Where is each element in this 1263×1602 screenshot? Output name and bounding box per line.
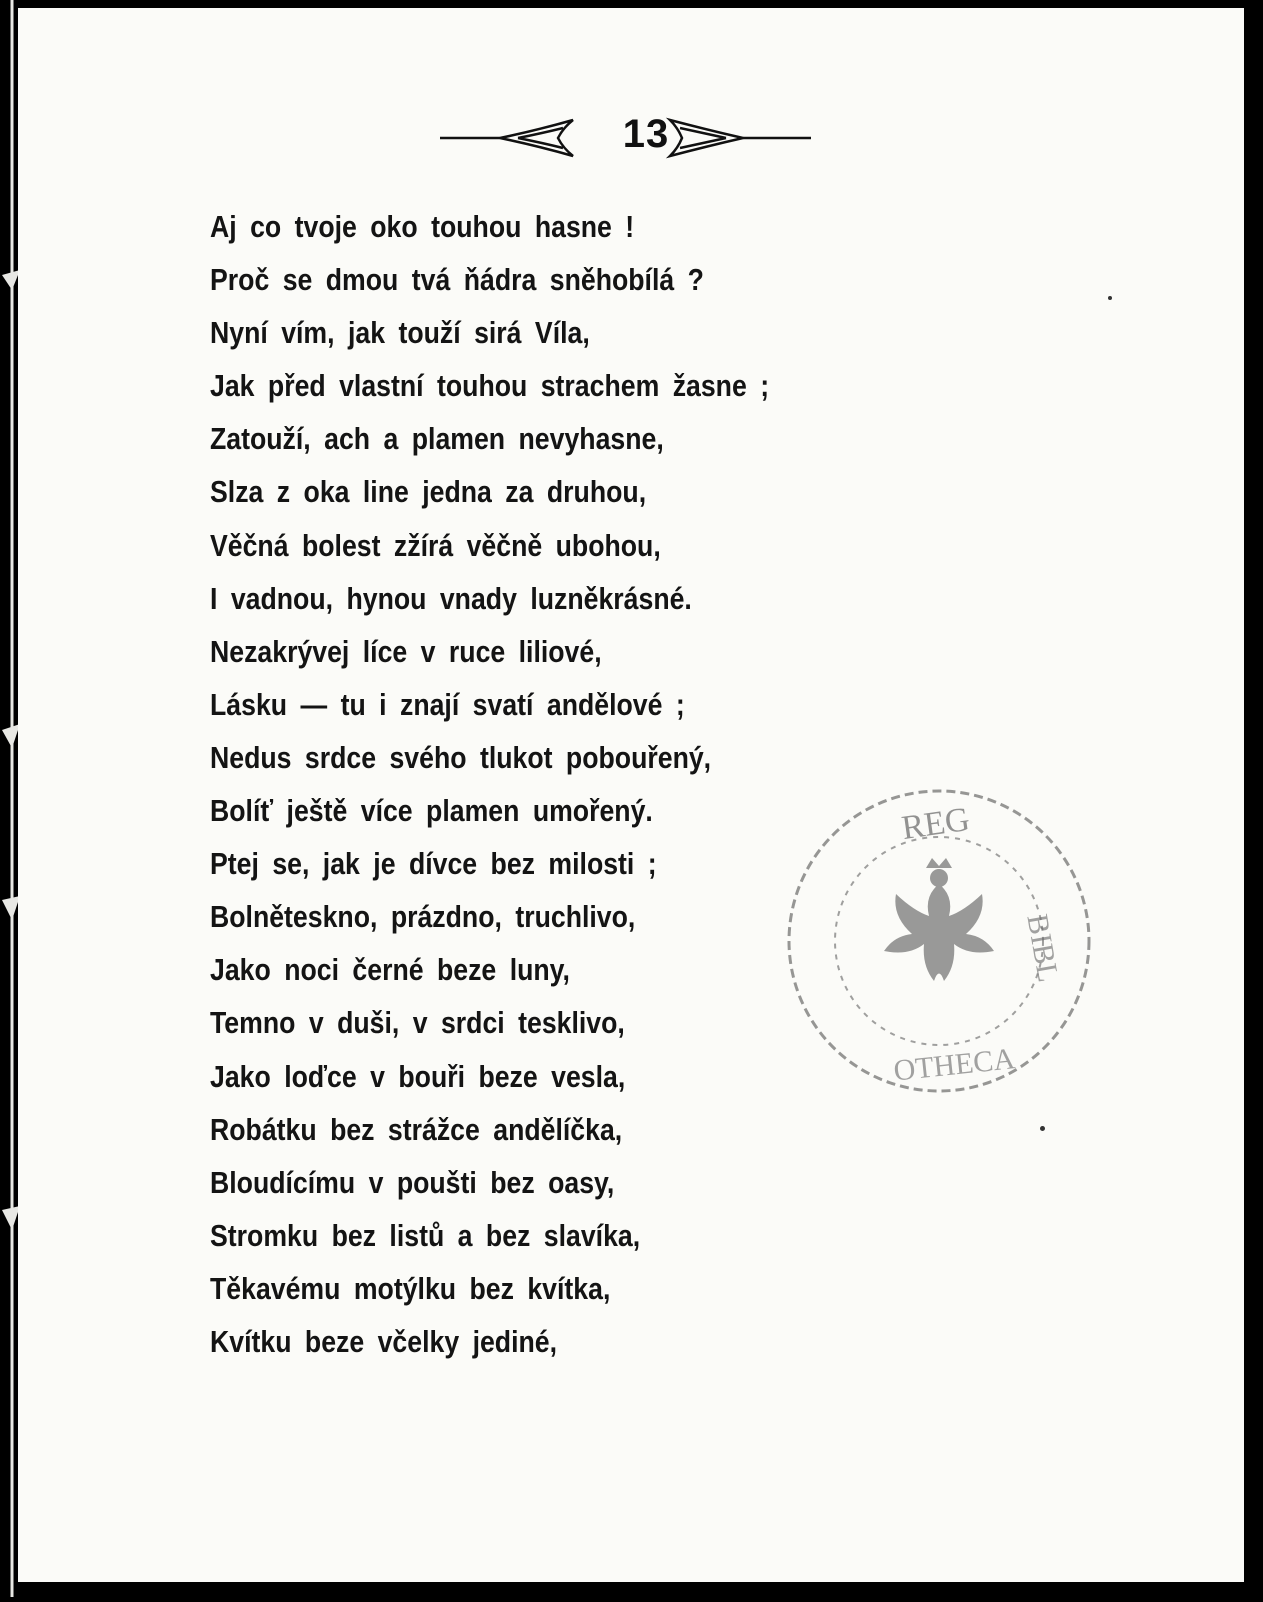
poem-line: Lásku — tu i znají svatí andělové ; [210, 686, 685, 722]
svg-text:REG: REG [899, 800, 972, 847]
poem-line: Nezakrývej líce v ruce liliové, [210, 633, 602, 669]
poem-line: Zatouží, ach a plamen nevyhasne, [210, 421, 664, 457]
poem-line: Kvítku beze včelky jediné, [210, 1323, 558, 1359]
poem-line: Nyní vím, jak touží sirá Víla, [210, 315, 590, 351]
poem-line: Jak před vlastní touhou strachem žasne ; [210, 368, 770, 404]
poem-line: Robátku bez strážce andělíčka, [210, 1111, 623, 1147]
poem-line: Věčná bolest zžírá věčně ubohou, [210, 527, 661, 563]
svg-text:OTHECA: OTHECA [892, 1042, 1017, 1088]
poem-line: Bolíť ještě více plamen umořený. [210, 793, 653, 829]
poem-line: Bolněteskno, prázdno, truchlivo, [210, 899, 636, 935]
poem-line: Aj co tvoje oko touhou hasne ! [210, 209, 635, 244]
poem-line: Nedus srdce svého tlukot pobouřený, [210, 739, 712, 775]
poem-line: Stromku bez listů a bez slavíka, [210, 1217, 641, 1253]
book-page [18, 8, 1244, 1582]
poem-line: Bloudícímu v poušti bez oasy, [210, 1164, 615, 1200]
poem-line: Ptej se, jak je dívce bez milosti ; [210, 846, 657, 882]
paper-speck [1108, 296, 1112, 300]
poem-line: I vadnou, hynou vnady luzněkrásné. [210, 580, 692, 616]
poem-line: Temno v duši, v srdci tesklivo, [210, 1005, 625, 1041]
page-number: 13 [622, 112, 670, 156]
library-stamp [774, 776, 1104, 1111]
paper-speck [1040, 1126, 1045, 1131]
poem-line: Těkavému motýlku bez kvítka, [210, 1270, 611, 1306]
page-header [18, 106, 1244, 166]
poem-line: Proč se dmou tvá ňádra sněhobílá ? [210, 262, 704, 298]
poem-line: Jako loďce v bouři beze vesla, [210, 1058, 626, 1094]
poem-line: Slza z oka line jedna za druhou, [210, 474, 647, 510]
svg-text:BIBL: BIBL [1020, 911, 1065, 985]
poem-line: Jako noci černé beze luny, [210, 952, 570, 988]
